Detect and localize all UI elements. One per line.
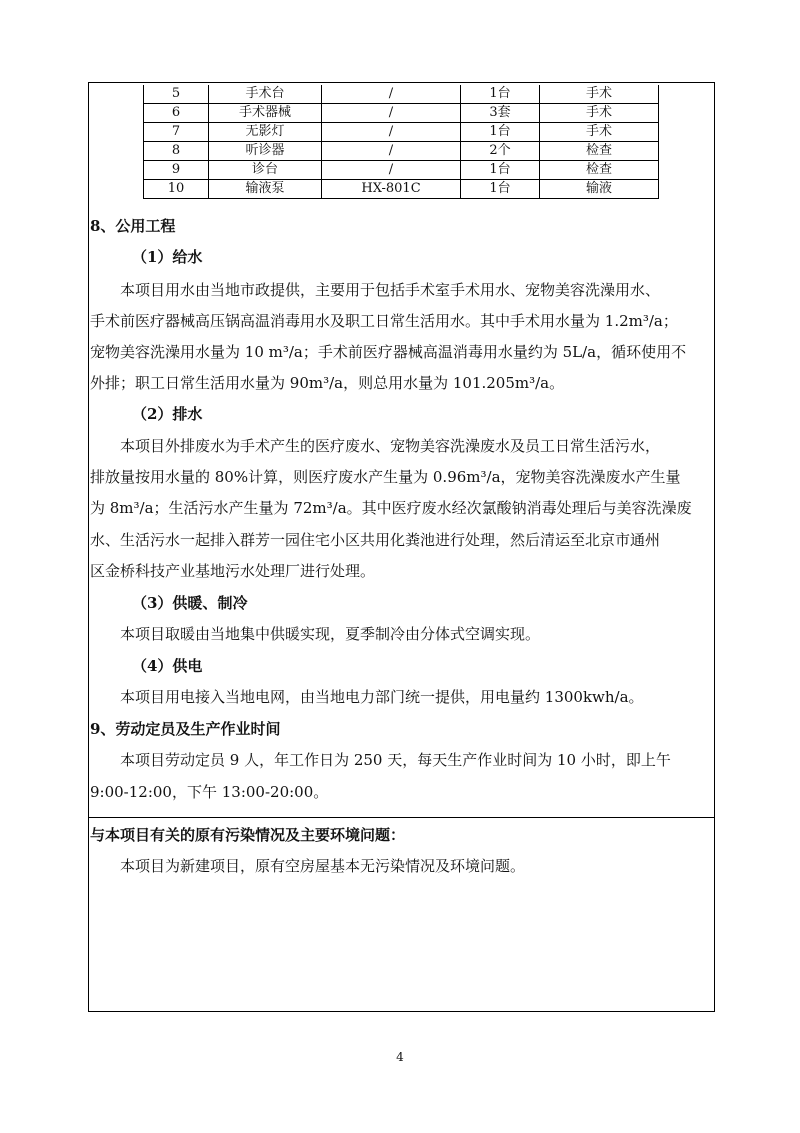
table-cell-row-index: 6 — [144, 104, 209, 123]
labor-line-1: 本项目劳动定员 9 人，年工作日为 250 天，每天生产作业时间为 10 小时，即上午 — [120, 751, 671, 769]
page-number: 4 — [396, 1050, 404, 1064]
table-cell-item-name: 听诊器 — [209, 142, 322, 161]
table-cell-quantity: 1台 — [461, 123, 540, 142]
drainage-line-2: 排放量按用水量的 80%计算，则医疗废水产生量为 0.96m³/a，宠物美容洗澡废水产生量 — [90, 468, 681, 486]
table-row — [144, 85, 659, 104]
table-cell-quantity: 1台 — [461, 180, 540, 199]
table-cell-purpose: 手术 — [540, 85, 659, 104]
table-cell-model: HX-801C — [322, 180, 461, 199]
table-cell-model: / — [322, 142, 461, 161]
drainage-line-5: 区金桥科技产业基地污水处理厂进行处理。 — [90, 562, 376, 580]
table-row — [144, 123, 659, 142]
table-cell-item-name: 诊台 — [209, 161, 322, 180]
section-8-title: 8、公用工程 — [90, 217, 176, 235]
section-divider — [88, 817, 715, 818]
table-cell-item-name: 输液泵 — [209, 180, 322, 199]
labor-line-2: 9:00-12:00，下午 13:00-20:00。 — [90, 783, 329, 801]
table-cell-item-name: 无影灯 — [209, 123, 322, 142]
table-row — [144, 180, 659, 199]
section-8-1-title: （1）给水 — [132, 248, 203, 266]
table-cell-row-index: 5 — [144, 85, 209, 104]
table-cell-quantity: 3套 — [461, 104, 540, 123]
table-cell-row-index: 7 — [144, 123, 209, 142]
table-cell-purpose: 检查 — [540, 161, 659, 180]
table-cell-row-index: 9 — [144, 161, 209, 180]
table-row — [144, 104, 659, 123]
drainage-line-3: 为 8m³/a；生活污水产生量为 72m³/a。其中医疗废水经次氯酸钠消毒处理后与美容洗澡废 — [90, 499, 692, 517]
table-cell-model: / — [322, 161, 461, 180]
drainage-line-4: 水、生活污水一起排入群芳一园住宅小区共用化粪池进行处理，然后清运至北京市通州 — [90, 531, 661, 549]
water-supply-line-2: 手术前医疗器械高压锅高温消毒用水及职工日常生活用水。其中手术用水量为 1.2m³/a； — [90, 312, 678, 330]
table-cell-quantity: 1台 — [461, 161, 540, 180]
section-8-4-title: （4）供电 — [132, 657, 203, 675]
power-line: 本项目用电接入当地电网，由当地电力部门统一提供，用电量约 1300kwh/a。 — [120, 688, 644, 706]
pollution-title: 与本项目有关的原有污染情况及主要环境问题： — [90, 826, 406, 844]
table-cell-model: / — [322, 85, 461, 104]
drainage-line-1: 本项目外排废水为手术产生的医疗废水、宠物美容洗澡废水及员工日常生活污水， — [120, 437, 661, 455]
equipment-table — [143, 85, 659, 199]
table-cell-row-index: 10 — [144, 180, 209, 199]
table-cell-item-name: 手术器械 — [209, 104, 322, 123]
table-cell-row-index: 8 — [144, 142, 209, 161]
table-row — [144, 142, 659, 161]
table-cell-model: / — [322, 104, 461, 123]
table-cell-quantity: 1台 — [461, 85, 540, 104]
table-cell-purpose: 手术 — [540, 123, 659, 142]
pollution-line: 本项目为新建项目，原有空房屋基本无污染情况及环境问题。 — [120, 857, 526, 875]
table-cell-purpose: 检查 — [540, 142, 659, 161]
heating-line: 本项目取暖由当地集中供暖实现，夏季制冷由分体式空调实现。 — [120, 625, 541, 643]
table-cell-item-name: 手术台 — [209, 85, 322, 104]
table-cell-model: / — [322, 123, 461, 142]
table-cell-quantity: 2个 — [461, 142, 540, 161]
water-supply-line-4: 外排；职工日常生活用水量为 90m³/a，则总用水量为 101.205m³/a。 — [90, 374, 565, 392]
table-cell-purpose: 输液 — [540, 180, 659, 199]
water-supply-line-3: 宠物美容洗澡用水量为 10 m³/a；手术前医疗器械高温消毒用水量约为 5L/a，循环使用不 — [90, 343, 687, 361]
section-8-2-title: （2）排水 — [132, 405, 203, 423]
section-9-title: 9、劳动定员及生产作业时间 — [90, 720, 281, 738]
table-cell-purpose: 手术 — [540, 104, 659, 123]
table-row — [144, 161, 659, 180]
section-8-3-title: （3）供暖、制冷 — [132, 594, 248, 612]
water-supply-line-1: 本项目用水由当地市政提供，主要用于包括手术室手术用水、宠物美容洗澡用水、 — [120, 281, 661, 299]
